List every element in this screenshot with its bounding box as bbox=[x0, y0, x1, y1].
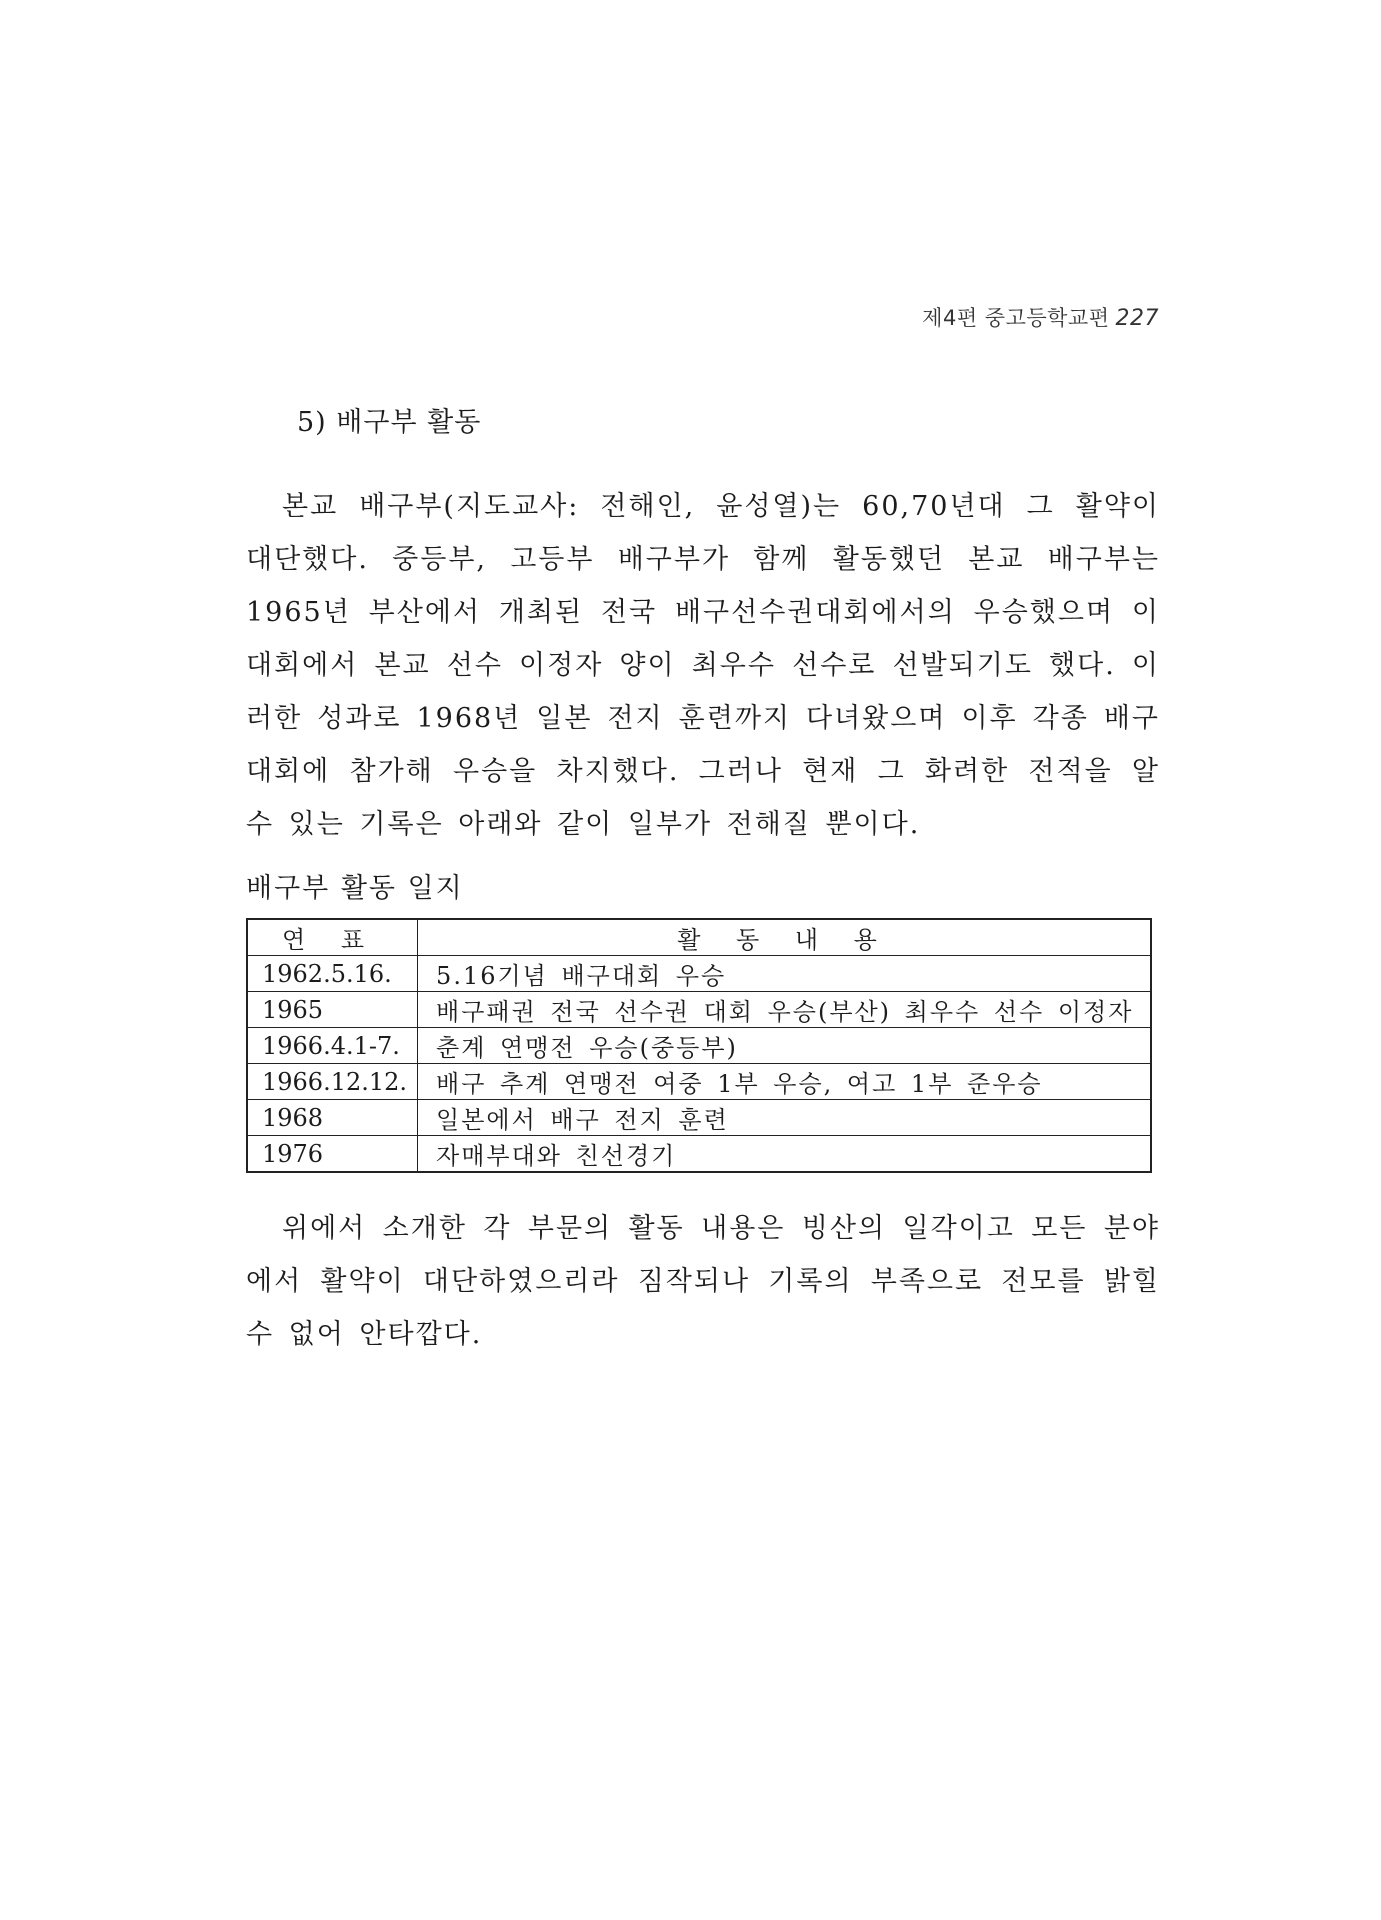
section-heading: 5) 배구부 활동 bbox=[297, 407, 482, 438]
activity-log-table bbox=[246, 918, 1152, 1173]
table-cell-year: 1966.4.1-7. bbox=[247, 1028, 418, 1064]
body-paragraph-1 bbox=[246, 480, 1160, 851]
table-cell-content: 자매부대와 친선경기 bbox=[418, 1136, 1151, 1173]
column-header-year: 연 표 bbox=[247, 919, 418, 956]
table-row bbox=[247, 1064, 1151, 1100]
table-cell-year: 1962.5.16. bbox=[247, 956, 418, 992]
table-cell-content: 배구패권 전국 선수권 대회 우승(부산) 최우수 선수 이정자 bbox=[418, 992, 1151, 1028]
table-caption: 배구부 활동 일지 bbox=[246, 873, 464, 904]
body-paragraph-1-text: 본교 배구부(지도교사: 전해인, 윤성열)는 60,70년대 그 활약이 대단했다. 중등부, 고등부 배구부가 함께 활동했던 본교 배구부는 1965년 부산에서 개최된 전국 배구선수권대회에서의 우승했으며 이 대회에서 본교 선수 이정자 양이 최우수 선수로 선발되기도 했다. 이러한 성과로 1968년 일본 전지 훈련까지 다녀왔으며 이후 각종 배구대회에 참가해 우승을 차지했다. 그러나 현재 그 화려한 전적을 알 수 있는 기록은 아래와 같이 일부가 전해질 뿐이다. bbox=[246, 491, 1160, 840]
table-header-row bbox=[247, 919, 1151, 956]
body-paragraph-2 bbox=[246, 1202, 1160, 1361]
table-row bbox=[247, 956, 1151, 992]
table-row bbox=[247, 992, 1151, 1028]
body-paragraph-2-text: 위에서 소개한 각 부문의 활동 내용은 빙산의 일각이고 모든 분야에서 활약이 대단하였으리라 짐작되나 기록의 부족으로 전모를 밝힐 수 없어 안타깝다. bbox=[246, 1213, 1160, 1350]
running-header bbox=[922, 302, 1159, 332]
table-cell-content: 춘계 연맹전 우승(중등부) bbox=[418, 1028, 1151, 1064]
table-cell-year: 1966.12.12. bbox=[247, 1064, 418, 1100]
table-row bbox=[247, 1028, 1151, 1064]
page-number: 227 bbox=[1115, 306, 1159, 331]
running-header-section: 제4편 중고등학교편 bbox=[922, 306, 1110, 330]
table-cell-year: 1968 bbox=[247, 1100, 418, 1136]
table-row bbox=[247, 1100, 1151, 1136]
table-cell-content: 일본에서 배구 전지 훈련 bbox=[418, 1100, 1151, 1136]
table-cell-year: 1976 bbox=[247, 1136, 418, 1173]
table-cell-content: 배구 추계 연맹전 여중 1부 우승, 여고 1부 준우승 bbox=[418, 1064, 1151, 1100]
table-cell-content: 5.16기념 배구대회 우승 bbox=[418, 956, 1151, 992]
table-cell-year: 1965 bbox=[247, 992, 418, 1028]
table-row bbox=[247, 1136, 1151, 1173]
column-header-content: 활 동 내 용 bbox=[418, 919, 1151, 956]
